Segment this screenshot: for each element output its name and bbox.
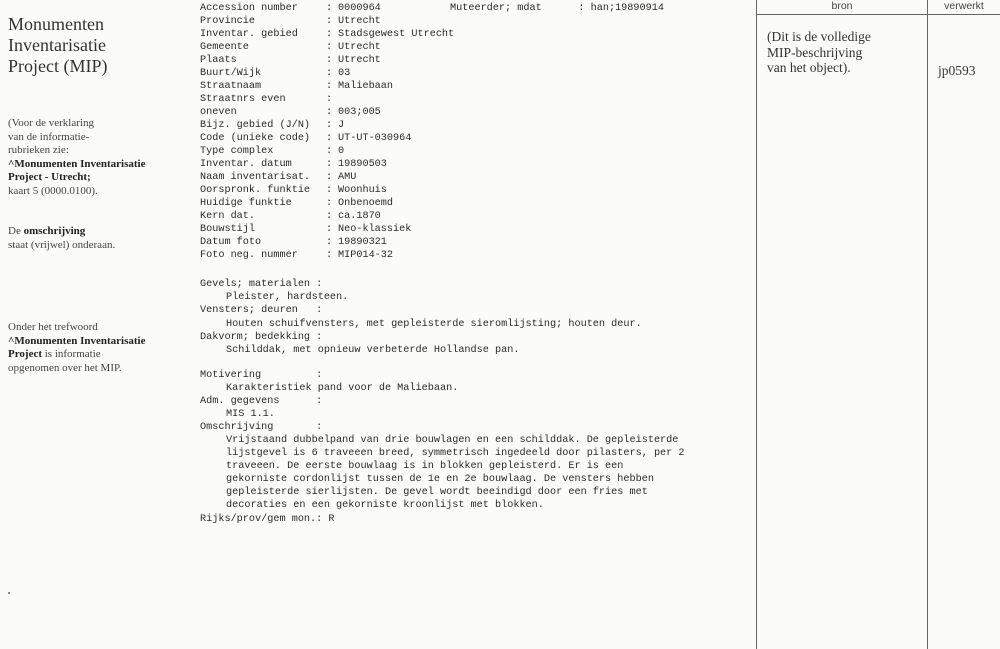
field-value: UT-UT-030964 [338, 133, 412, 144]
note-line: kaart 5 (0000.0100). [8, 184, 98, 197]
field-label: Plaats [200, 55, 237, 66]
title-line: Inventarisatie [8, 35, 106, 55]
explanation-note [8, 117, 168, 198]
field-value: 19890503 [338, 159, 387, 170]
field-label: Naam inventarisat. [200, 172, 311, 183]
note-line: Onder het trefwoord [8, 321, 98, 333]
field-label: Inventar. datum [200, 159, 292, 170]
verwerkt-code: jp0593 [938, 63, 976, 78]
field-label: Type complex [200, 146, 274, 157]
field-label: Inventar. gebied [200, 29, 298, 40]
field-extra: Muteerder; mdat : han;19890914 [450, 3, 664, 14]
column-divider [756, 0, 757, 649]
field-label: Oorspronk. funktie [200, 185, 311, 196]
field-value: 0000964 [338, 3, 381, 14]
bron-line: MIP-beschrijving [767, 44, 863, 60]
field-value: 19890321 [338, 237, 387, 248]
note-line: rubrieken zie: [8, 144, 69, 156]
field-value: 003;005 [338, 107, 381, 118]
title-line: Project (MIP) [8, 56, 108, 76]
field-label: Gemeente [200, 42, 249, 53]
field-value: Utrecht [338, 55, 381, 66]
bron-line: (Dit is de volledige [767, 29, 871, 44]
keyword-note: Onder het trefwoord ^Monumenten Inventarisatie Project is informatie opgenomen over het MIP. [8, 321, 168, 375]
field-label: Buurt/Wijk [200, 68, 262, 79]
field-label: Code (unieke code) [200, 133, 311, 144]
field-value: Utrecht [338, 16, 381, 27]
field-value: ca.1870 [338, 211, 381, 222]
scan-speck [8, 592, 10, 594]
field-label: Kern dat. [200, 211, 256, 222]
field-value: Utrecht [338, 42, 381, 53]
field-label: Straatnrs even [200, 94, 286, 105]
header-rule [756, 14, 1000, 15]
field-value: 0 [338, 146, 345, 157]
note-line: van de informatie- [8, 130, 90, 143]
description-note: De omschrijving staat (vrijwel) onderaan. [8, 225, 168, 252]
field-value: MIP014-32 [338, 250, 394, 261]
field-label: oneven [200, 107, 237, 118]
title-line: Monumenten [8, 14, 104, 34]
field-label: Bijz. gebied (J/N) [200, 120, 311, 131]
reference-link[interactable]: Project [8, 348, 42, 360]
field-value: Stadsgewest Utrecht [338, 29, 455, 40]
reference-link[interactable]: Project - Utrecht; [8, 171, 91, 183]
reference-link[interactable]: ^Monumenten Inventarisatie [8, 157, 146, 170]
field-value: J [338, 120, 345, 131]
field-label: Datum foto [200, 237, 262, 248]
field-value: AMU [338, 172, 357, 183]
field-label: Provincie [200, 16, 256, 27]
reference-link[interactable]: ^Monumenten Inventarisatie [8, 334, 146, 347]
note-line: (Voor de verklaring [8, 117, 94, 129]
field-value: Maliebaan [338, 81, 394, 92]
bron-line: van het object). [767, 60, 851, 75]
field-value: Onbenoemd [338, 198, 394, 209]
bron-column-header: bron [831, 0, 853, 12]
page-title [8, 14, 158, 77]
field-label: Straatnaam [200, 81, 262, 92]
note-line: staat (vrijwel) onderaan. [8, 238, 116, 251]
field-label: Huidige funktie [200, 198, 292, 209]
field-label: Foto neg. nummer [200, 250, 298, 261]
note-line: opgenomen over het MIP. [8, 361, 122, 374]
field-value: Neo-klassiek [338, 224, 412, 235]
field-label: Bouwstijl [200, 224, 256, 235]
field-value: Woonhuis [338, 185, 387, 196]
bron-note [767, 29, 927, 76]
note-emphasis: omschrijving [23, 225, 86, 237]
field-value: 03 [338, 68, 351, 79]
field-label: Accession number [200, 3, 298, 14]
verwerkt-column-header: verwerkt [944, 0, 984, 12]
column-divider [927, 0, 928, 649]
